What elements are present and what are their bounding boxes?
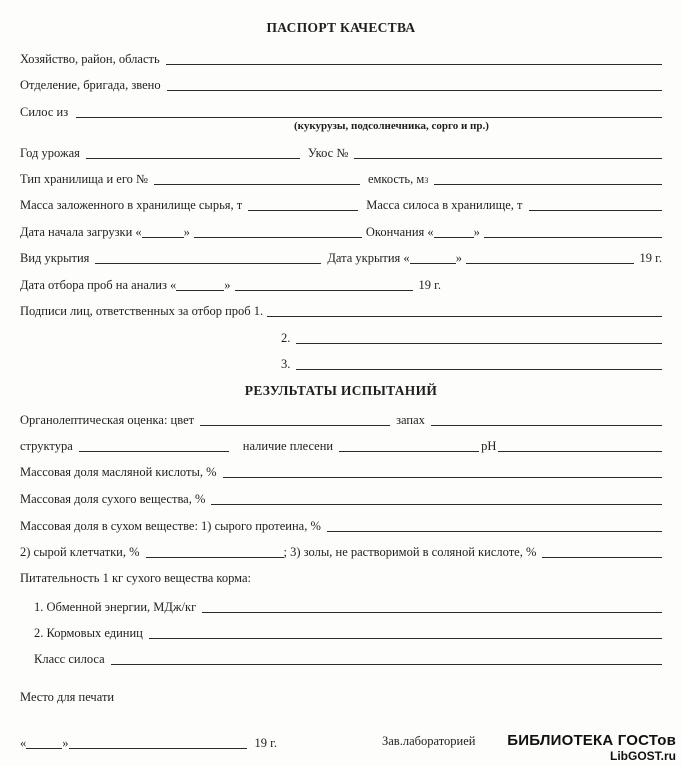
signature-row-3: [281, 355, 662, 372]
load-end-quote: »: [473, 225, 480, 239]
ph-label: pH: [481, 439, 497, 453]
organoleptic-label: Органолептическая оценка: цвет: [20, 413, 195, 427]
ash-label: ; 3) золы, не растворимой в соляной кислоте, %: [283, 545, 537, 559]
seal-row: [20, 690, 114, 705]
division-row: [20, 76, 662, 93]
farm-row: [20, 50, 662, 67]
signature-field-3[interactable]: [296, 357, 662, 370]
cut-field[interactable]: [354, 146, 662, 159]
mold-label: наличие плесени: [242, 439, 334, 453]
farm-label: Хозяйство, район, область: [20, 52, 160, 66]
cover-date-month-field[interactable]: [466, 251, 634, 264]
lab-head-row: [382, 734, 475, 749]
class-row: [34, 650, 662, 667]
class-field[interactable]: [111, 652, 662, 665]
feed-units-field[interactable]: [149, 626, 662, 639]
color-field[interactable]: [200, 413, 390, 426]
signature-row-2: [281, 329, 662, 346]
silage-label: Силос из: [20, 105, 69, 119]
energy-field[interactable]: [202, 600, 662, 613]
lab-head-label: Зав.лабораторией: [382, 734, 476, 748]
footer-date-row: [20, 734, 277, 751]
ash-field[interactable]: [542, 545, 662, 558]
loading-row: [20, 223, 662, 240]
footer-day-field[interactable]: [26, 736, 62, 749]
passport-title: ПАСПОРТ КАЧЕСТВА: [266, 20, 416, 35]
mass-row: [20, 196, 662, 213]
sampling-day-field[interactable]: [176, 278, 224, 291]
dry-matter-field[interactable]: [211, 492, 662, 505]
smell-field[interactable]: [431, 413, 662, 426]
energy-label: 1. Обменной энергии, МДж/кг: [34, 600, 197, 614]
fiber-ash-row: [20, 543, 662, 560]
load-end-day-field[interactable]: [434, 225, 474, 238]
silage-mass-label: Масса силоса в хранилище, т: [366, 198, 523, 212]
cover-date-quote: »: [455, 251, 462, 265]
fiber-field[interactable]: [146, 545, 284, 558]
silage-mass-field[interactable]: [529, 198, 662, 211]
storage-row: [20, 170, 662, 187]
farm-field[interactable]: [166, 52, 662, 65]
capacity-field[interactable]: [434, 172, 662, 185]
cover-type-field[interactable]: [95, 251, 321, 264]
storage-type-label: Тип хранилища и его №: [20, 172, 148, 186]
harvest-year-field[interactable]: [86, 146, 300, 159]
seal-label: Место для печати: [20, 690, 115, 704]
sampling-year-label: 19 г.: [418, 278, 442, 292]
results-title: РЕЗУЛЬТАТЫ ИСПЫТАНИЙ: [244, 383, 438, 398]
energy-row: [34, 598, 662, 615]
cover-date-label: Дата укрытия «: [327, 251, 410, 265]
brand-title: БИБЛИОТЕКА ГОСТов: [507, 732, 676, 749]
load-end-label: Окончания «: [365, 225, 434, 239]
load-start-month-field[interactable]: [194, 225, 362, 238]
silage-field[interactable]: [76, 105, 662, 118]
silage-hint: (кукурузы, подсолнечника, сорго и пр.): [294, 120, 489, 132]
sampling-date-label: Дата отбора проб на анализ «: [20, 278, 177, 292]
butyric-row: [20, 463, 662, 480]
signature-3-label: 3.: [281, 357, 291, 371]
signature-2-label: 2.: [281, 331, 291, 345]
nutrition-row: [20, 571, 251, 586]
butyric-field[interactable]: [223, 465, 662, 478]
load-end-month-field[interactable]: [484, 225, 662, 238]
capacity-unit-sup: 3: [424, 176, 429, 185]
libgost-watermark: [507, 732, 676, 763]
dry-matter-label: Массовая доля сухого вещества, %: [20, 492, 206, 506]
smell-label: запах: [396, 413, 425, 427]
sampling-month-field[interactable]: [235, 278, 413, 291]
footer-year-label: 19 г.: [254, 736, 277, 750]
division-label: Отделение, бригада, звено: [20, 78, 161, 92]
organoleptic-row: [20, 411, 662, 428]
footer-quote-close: »: [62, 736, 69, 750]
dry-matter-row: [20, 490, 662, 507]
signatures-label: Подписи лиц, ответственных за отбор проб 1.: [20, 304, 264, 318]
protein-field[interactable]: [327, 519, 662, 532]
silage-row: [20, 103, 662, 120]
capacity-label: емкость, м: [367, 172, 425, 186]
raw-mass-field[interactable]: [248, 198, 358, 211]
in-dry-label: Массовая доля в сухом веществе: 1) сырого протеина, %: [20, 519, 321, 533]
butyric-label: Массовая доля масляной кислоты, %: [20, 465, 217, 479]
storage-type-field[interactable]: [154, 172, 360, 185]
structure-field[interactable]: [79, 439, 229, 452]
ph-field[interactable]: [498, 439, 662, 452]
load-start-quote: »: [183, 225, 190, 239]
raw-mass-label: Масса заложенного в хранилище сырья, т: [20, 198, 243, 212]
feed-units-row: [34, 624, 662, 641]
feed-units-label: 2. Кормовых единиц: [34, 626, 143, 640]
load-start-day-field[interactable]: [142, 225, 184, 238]
cut-label: Укос №: [307, 146, 349, 160]
cover-date-day-field[interactable]: [410, 251, 456, 264]
signature-row-1: [20, 302, 662, 319]
brand-url: LibGOST.ru: [610, 749, 676, 763]
protein-row: [20, 517, 662, 534]
cover-year-label: 19 г.: [639, 251, 662, 265]
footer-quote-open: «: [20, 736, 27, 750]
signature-field-2[interactable]: [296, 331, 662, 344]
signature-field-1[interactable]: [267, 304, 662, 317]
structure-row: [20, 437, 662, 454]
harvest-year-label: Год урожая: [20, 146, 80, 160]
load-start-label: Дата начала загрузки «: [20, 225, 142, 239]
division-field[interactable]: [167, 78, 662, 91]
structure-label: структура: [20, 439, 73, 453]
sampling-quote: »: [224, 278, 231, 292]
footer-month-field[interactable]: [69, 736, 247, 749]
harvest-row: [20, 144, 662, 161]
cover-row: [20, 249, 662, 266]
class-label: Класс силоса: [34, 652, 105, 666]
nutrition-label: Питательность 1 кг сухого вещества корма:: [20, 571, 252, 585]
mold-field[interactable]: [339, 439, 479, 452]
cover-type-label: Вид укрытия: [20, 251, 90, 265]
sampling-row: [20, 276, 441, 293]
fiber-label: 2) сырой клетчатки, %: [20, 545, 140, 559]
